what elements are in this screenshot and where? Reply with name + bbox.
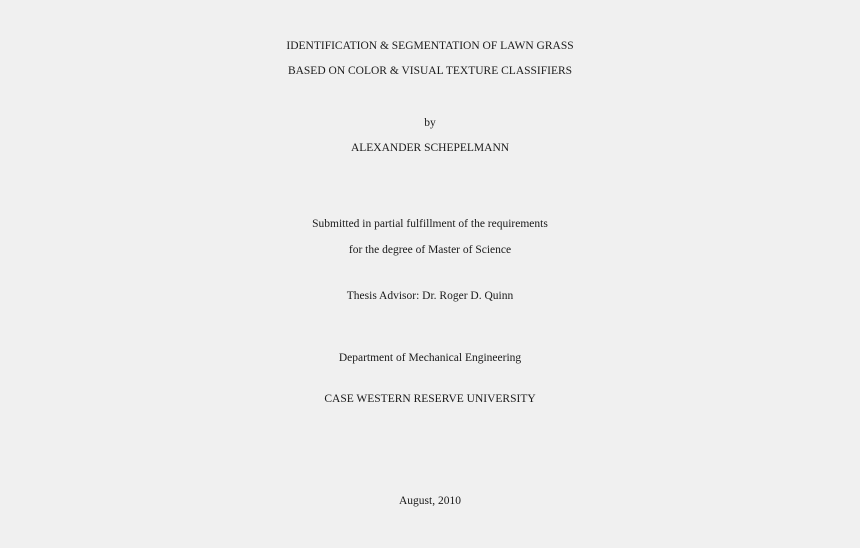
author-name: ALEXANDER SCHEPELMANN <box>350 142 510 154</box>
submission-statement-line-2: for the degree of Master of Science <box>348 244 512 256</box>
submission-date: August, 2010 <box>399 495 461 507</box>
thesis-title-line-1: IDENTIFICATION & SEGMENTATION OF LAWN GRASS <box>286 40 574 52</box>
thesis-advisor: Thesis Advisor: Dr. Roger D. Quinn <box>346 290 514 302</box>
department-name: Department of Mechanical Engineering <box>338 352 522 364</box>
by-label: by <box>424 117 436 129</box>
university-name: CASE WESTERN RESERVE UNIVERSITY <box>324 393 536 405</box>
submission-statement-line-1: Submitted in partial fulfillment of the requirements <box>312 218 548 230</box>
thesis-title-line-2: BASED ON COLOR & VISUAL TEXTURE CLASSIFIERS <box>287 65 573 77</box>
